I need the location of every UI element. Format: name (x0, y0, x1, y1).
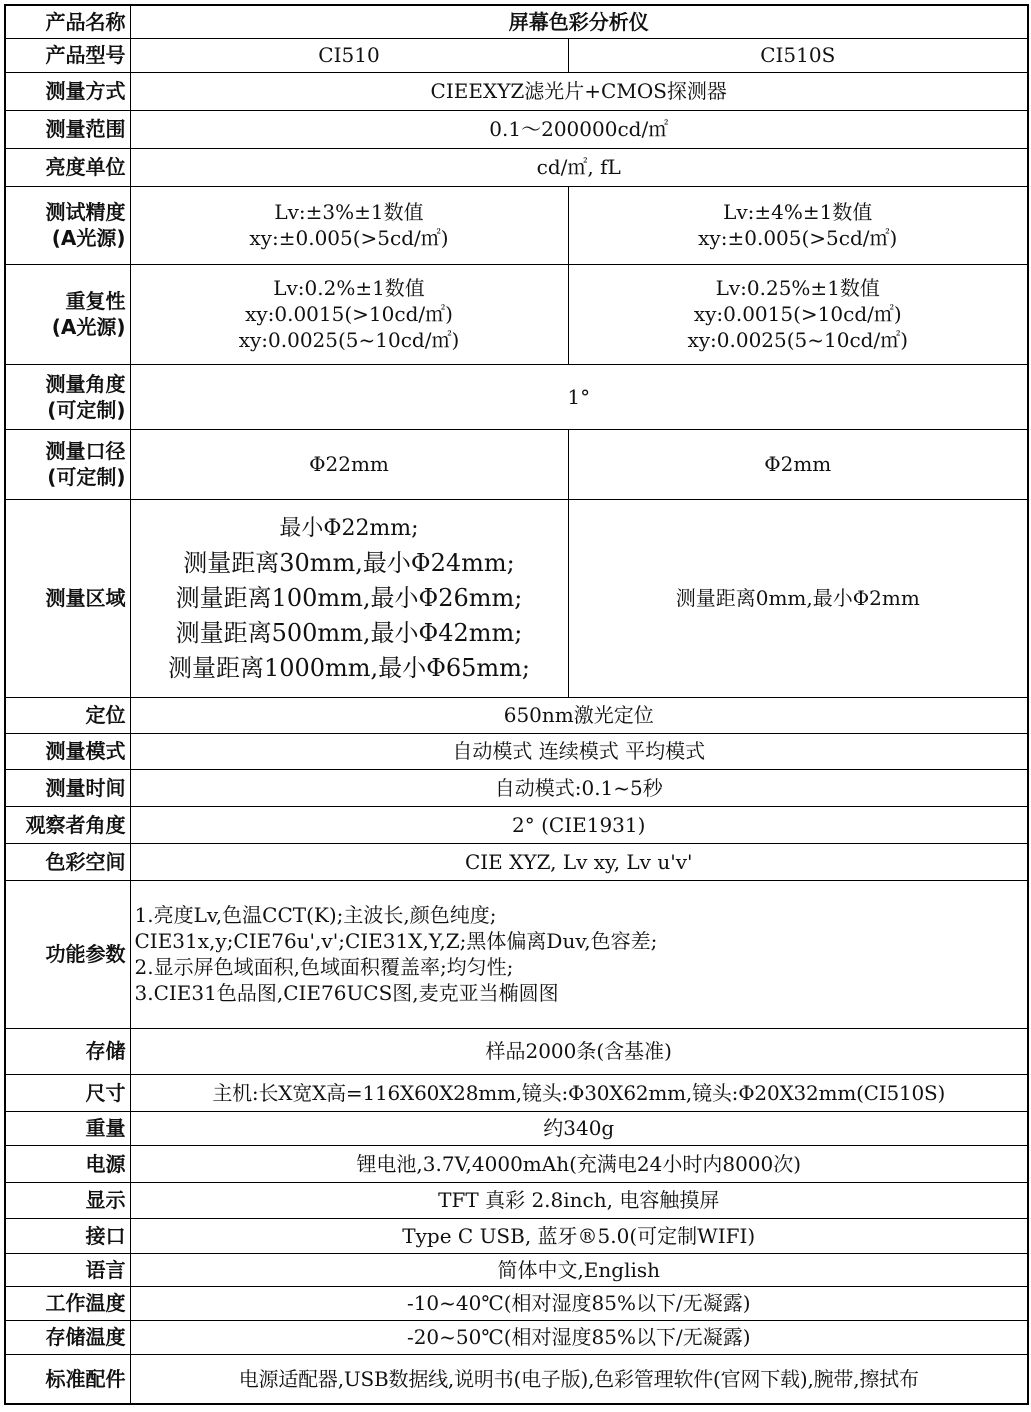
repeatability-ci510s-xy1: xy:0.0015(>10cd/㎡) (693, 302, 902, 326)
aperture-ci510: Φ22mm (130, 429, 568, 499)
unit-value: cd/㎡, fL (130, 148, 1028, 186)
store-temp-value: -20~50℃(相对湿度85%以下/无凝露) (130, 1320, 1028, 1354)
label-range: 测量范围 (5, 110, 130, 148)
repeatability-ci510 (130, 264, 568, 364)
language-value: 简体中文,English (130, 1253, 1028, 1286)
row-mode (5, 733, 1028, 769)
interface-value: Type C USB, 蓝牙®5.0(可定制WIFI) (130, 1218, 1028, 1253)
row-accessories (5, 1354, 1028, 1404)
work-temp-value: -10~40℃(相对湿度85%以下/无凝露) (130, 1286, 1028, 1320)
functions-value (130, 880, 1028, 1028)
label-aperture (5, 429, 130, 499)
product-name-value: 屏幕色彩分析仪 (130, 5, 1028, 38)
row-range (5, 110, 1028, 148)
label-time: 测量时间 (5, 769, 130, 806)
area-ci510-line-5: 测量距离1000mm,最小Φ65mm; (167, 653, 531, 682)
row-repeatability (5, 264, 1028, 364)
label-angle-1: 测量角度 (45, 371, 126, 396)
label-store-temp: 存储温度 (5, 1320, 130, 1354)
label-repeatability-1: 重复性 (65, 289, 126, 313)
row-functions (5, 880, 1028, 1028)
position-value: 650nm激光定位 (130, 697, 1028, 733)
row-method (5, 72, 1028, 110)
label-aperture-2: (可定制) (47, 465, 126, 489)
label-repeatability-2: (A光源) (51, 315, 126, 339)
row-language (5, 1253, 1028, 1286)
accuracy-ci510s (568, 186, 1028, 264)
repeatability-ci510s-xy2: xy:0.0025(5~10cd/㎡) (687, 328, 909, 352)
repeatability-ci510s (568, 264, 1028, 364)
label-area: 测量区域 (5, 499, 130, 697)
accuracy-ci510-lv: Lv:±3%±1数值 (274, 200, 424, 224)
model-ci510s: CI510S (568, 38, 1028, 72)
row-product-name (5, 5, 1028, 38)
row-storage (5, 1028, 1028, 1074)
row-display (5, 1182, 1028, 1218)
label-storage: 存储 (5, 1028, 130, 1074)
label-repeatability (5, 264, 130, 364)
label-display: 显示 (5, 1182, 130, 1218)
label-method: 测量方式 (5, 72, 130, 110)
row-position (5, 697, 1028, 733)
label-language: 语言 (5, 1253, 130, 1286)
label-angle (5, 364, 130, 429)
row-space (5, 843, 1028, 880)
aperture-ci510s: Φ2mm (568, 429, 1028, 499)
weight-value: 约340g (130, 1111, 1028, 1145)
area-ci510-line-2: 测量距离30mm,最小Φ24mm; (183, 548, 515, 577)
row-interface (5, 1218, 1028, 1253)
row-angle (5, 364, 1028, 429)
area-ci510-line-3: 测量距离100mm,最小Φ26mm; (175, 583, 523, 612)
label-accuracy (5, 186, 130, 264)
time-value: 自动模式:0.1~5秒 (130, 769, 1028, 806)
label-accuracy-2: (A光源) (51, 226, 126, 250)
label-power: 电源 (5, 1145, 130, 1182)
label-product-name: 产品名称 (5, 5, 130, 38)
label-size: 尺寸 (5, 1074, 130, 1111)
accuracy-ci510-xy: xy:±0.005(>5cd/㎡) (249, 226, 449, 250)
area-ci510 (130, 499, 568, 697)
display-value: TFT 真彩 2.8inch, 电容触摸屏 (130, 1182, 1028, 1218)
space-value: CIE XYZ, Lv xy, Lv u'v' (130, 843, 1028, 880)
observer-value: 2° (CIE1931) (130, 806, 1028, 843)
label-work-temp: 工作温度 (5, 1286, 130, 1320)
label-interface: 接口 (5, 1218, 130, 1253)
row-observer (5, 806, 1028, 843)
label-accessories: 标准配件 (5, 1354, 130, 1404)
row-work-temp (5, 1286, 1028, 1320)
row-store-temp (5, 1320, 1028, 1354)
row-time (5, 769, 1028, 806)
accessories-value: 电源适配器,USB数据线,说明书(电子版),色彩管理软件(官网下载),腕带,擦拭布 (130, 1354, 1028, 1404)
power-value: 锂电池,3.7V,4000mAh(充满电24小时内8000次) (130, 1145, 1028, 1182)
row-area (5, 499, 1028, 697)
angle-value: 1° (130, 364, 1028, 429)
label-model: 产品型号 (5, 38, 130, 72)
label-accuracy-1: 测试精度 (45, 200, 126, 224)
functions-line-2: CIE31x,y;CIE76u',v';CIE31X,Y,Z;黑体偏离Duv,色容差; (134, 929, 658, 953)
label-angle-2: (可定制) (47, 397, 126, 422)
functions-line-3: 2.显示屏色域面积,色域面积覆盖率;均匀性; (134, 955, 514, 979)
storage-value: 样品2000条(含基准) (130, 1028, 1028, 1074)
spec-table (4, 4, 1029, 1405)
repeatability-ci510-lv: Lv:0.2%±1数值 (273, 276, 425, 300)
label-functions: 功能参数 (5, 880, 130, 1028)
model-ci510: CI510 (130, 38, 568, 72)
row-unit (5, 148, 1028, 186)
row-model (5, 38, 1028, 72)
label-aperture-1: 测量口径 (45, 439, 126, 463)
label-weight: 重量 (5, 1111, 130, 1145)
accuracy-ci510s-xy: xy:±0.005(>5cd/㎡) (698, 226, 898, 250)
label-position: 定位 (5, 697, 130, 733)
label-unit: 亮度单位 (5, 148, 130, 186)
row-accuracy (5, 186, 1028, 264)
area-ci510s: 测量距离0mm,最小Φ2mm (568, 499, 1028, 697)
label-observer: 观察者角度 (5, 806, 130, 843)
label-mode: 测量模式 (5, 733, 130, 769)
row-weight (5, 1111, 1028, 1145)
size-value: 主机:长X宽X高=116X60X28mm,镜头:Φ30X62mm,镜头:Φ20X32mm(CI510S) (130, 1074, 1028, 1111)
functions-line-1: 1.亮度Lv,色温CCT(K);主波长,颜色纯度; (134, 903, 497, 927)
row-power (5, 1145, 1028, 1182)
repeatability-ci510-xy2: xy:0.0025(5~10cd/㎡) (238, 328, 460, 352)
row-size (5, 1074, 1028, 1111)
area-ci510-line-4: 测量距离500mm,最小Φ42mm; (175, 618, 523, 647)
mode-value: 自动模式 连续模式 平均模式 (130, 733, 1028, 769)
accuracy-ci510s-lv: Lv:±4%±1数值 (723, 200, 873, 224)
method-value: CIEEXYZ滤光片+CMOS探测器 (130, 72, 1028, 110)
repeatability-ci510-xy1: xy:0.0015(>10cd/㎡) (245, 302, 453, 326)
repeatability-ci510s-lv: Lv:0.25%±1数值 (715, 276, 880, 300)
label-space: 色彩空间 (5, 843, 130, 880)
range-value: 0.1～200000cd/㎡ (130, 110, 1028, 148)
area-ci510-line-1: 最小Φ22mm; (279, 515, 419, 541)
functions-line-4: 3.CIE31色品图,CIE76UCS图,麦克亚当椭圆图 (134, 981, 559, 1005)
row-aperture (5, 429, 1028, 499)
accuracy-ci510 (130, 186, 568, 264)
